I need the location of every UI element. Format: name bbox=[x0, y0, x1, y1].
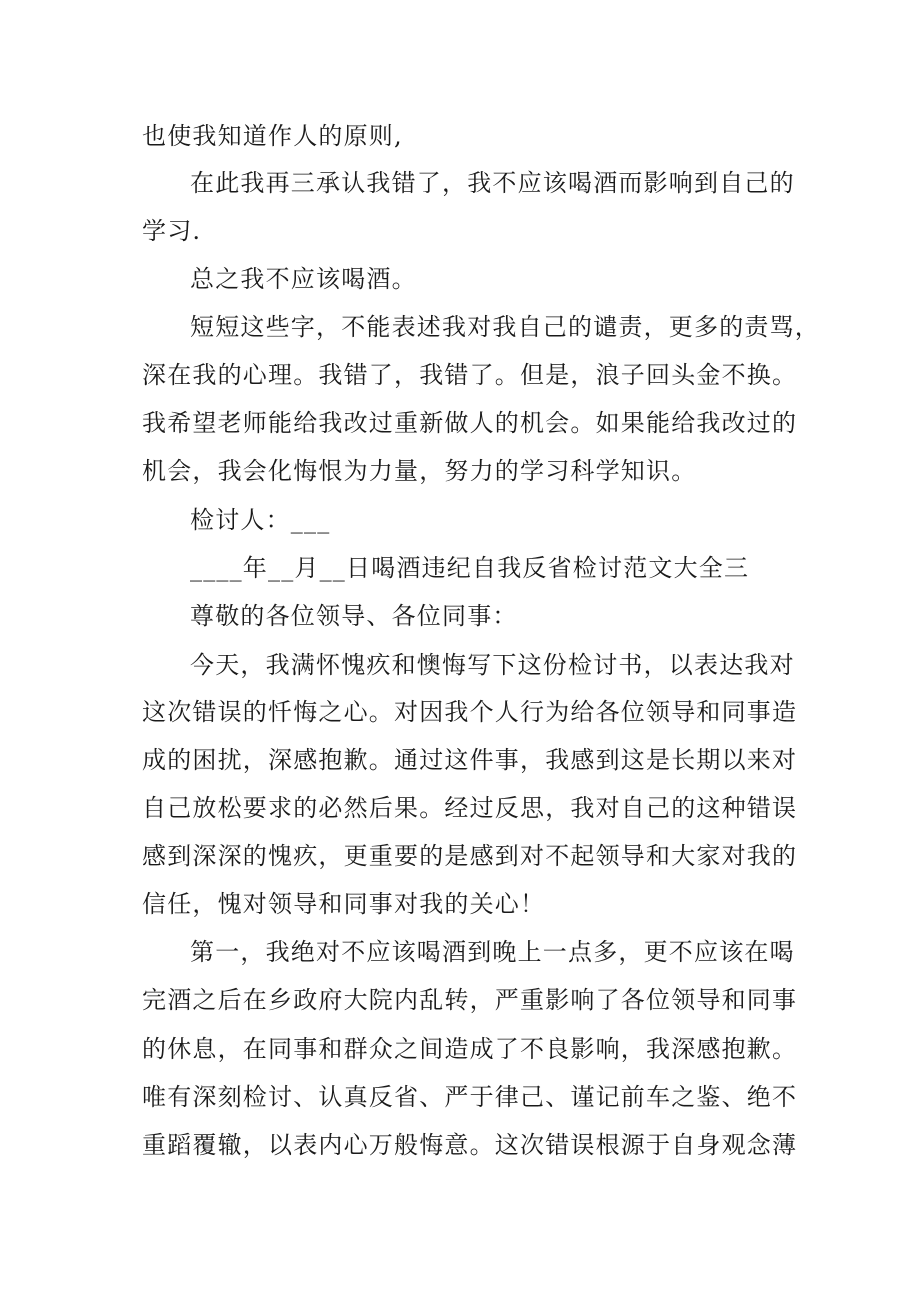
text-line: 机会，我会化悔恨为力量，努力的学习科学知识。 bbox=[142, 457, 697, 485]
text-line: 短短这些字，不能表述我对我自己的谴责，更多的责骂， bbox=[190, 313, 820, 341]
section-heading: ____年__月__日喝酒违纪自我反省检讨范文大全三 bbox=[190, 554, 750, 582]
text-line: 在此我再三承认我错了，我不应该喝酒而影响到自己的 bbox=[190, 169, 795, 197]
text-line: 成的困扰，深感抱歉。通过这件事，我感到这是长期以来对 bbox=[142, 746, 798, 774]
text-line: 检讨人：___ bbox=[190, 506, 331, 534]
text-line: 信任，愧对领导和同事对我的关心！ bbox=[142, 890, 546, 918]
text-line: 的休息，在同事和群众之间造成了不良影响，我深感抱歉。 bbox=[142, 1035, 798, 1063]
text-line: 今天，我满怀愧疚和懊悔写下这份检讨书，以表达我对 bbox=[190, 651, 795, 679]
text-line: 自己放松要求的必然后果。经过反思，我对自己的这种错误 bbox=[142, 794, 798, 822]
text-line: 重蹈覆辙，以表内心万般悔意。这次错误根源于自身观念薄 bbox=[142, 1131, 798, 1159]
text-line: 第一，我绝对不应该喝酒到晚上一点多，更不应该在喝 bbox=[190, 938, 795, 966]
text-line: 这次错误的忏悔之心。对因我个人行为给各位领导和同事造 bbox=[142, 698, 798, 726]
text-line: 我希望老师能给我改过重新做人的机会。如果能给我改过的 bbox=[142, 409, 798, 437]
text-line: 尊敬的各位领导、各位同事： bbox=[190, 602, 518, 630]
text-line: 学习. bbox=[142, 217, 202, 245]
text-line: 总之我不应该喝酒。 bbox=[190, 265, 417, 293]
text-line: 深在我的心理。我错了，我错了。但是，浪子回头金不换。 bbox=[142, 361, 798, 389]
text-line: 也使我知道作人的原则, bbox=[142, 122, 403, 150]
text-line: 唯有深刻检讨、认真反省、严于律己、谨记前车之鉴、绝不 bbox=[142, 1083, 798, 1111]
text-line: 完酒之后在乡政府大院内乱转，严重影响了各位领导和同事 bbox=[142, 986, 798, 1014]
text-line: 感到深深的愧疚，更重要的是感到对不起领导和大家对我的 bbox=[142, 842, 798, 870]
